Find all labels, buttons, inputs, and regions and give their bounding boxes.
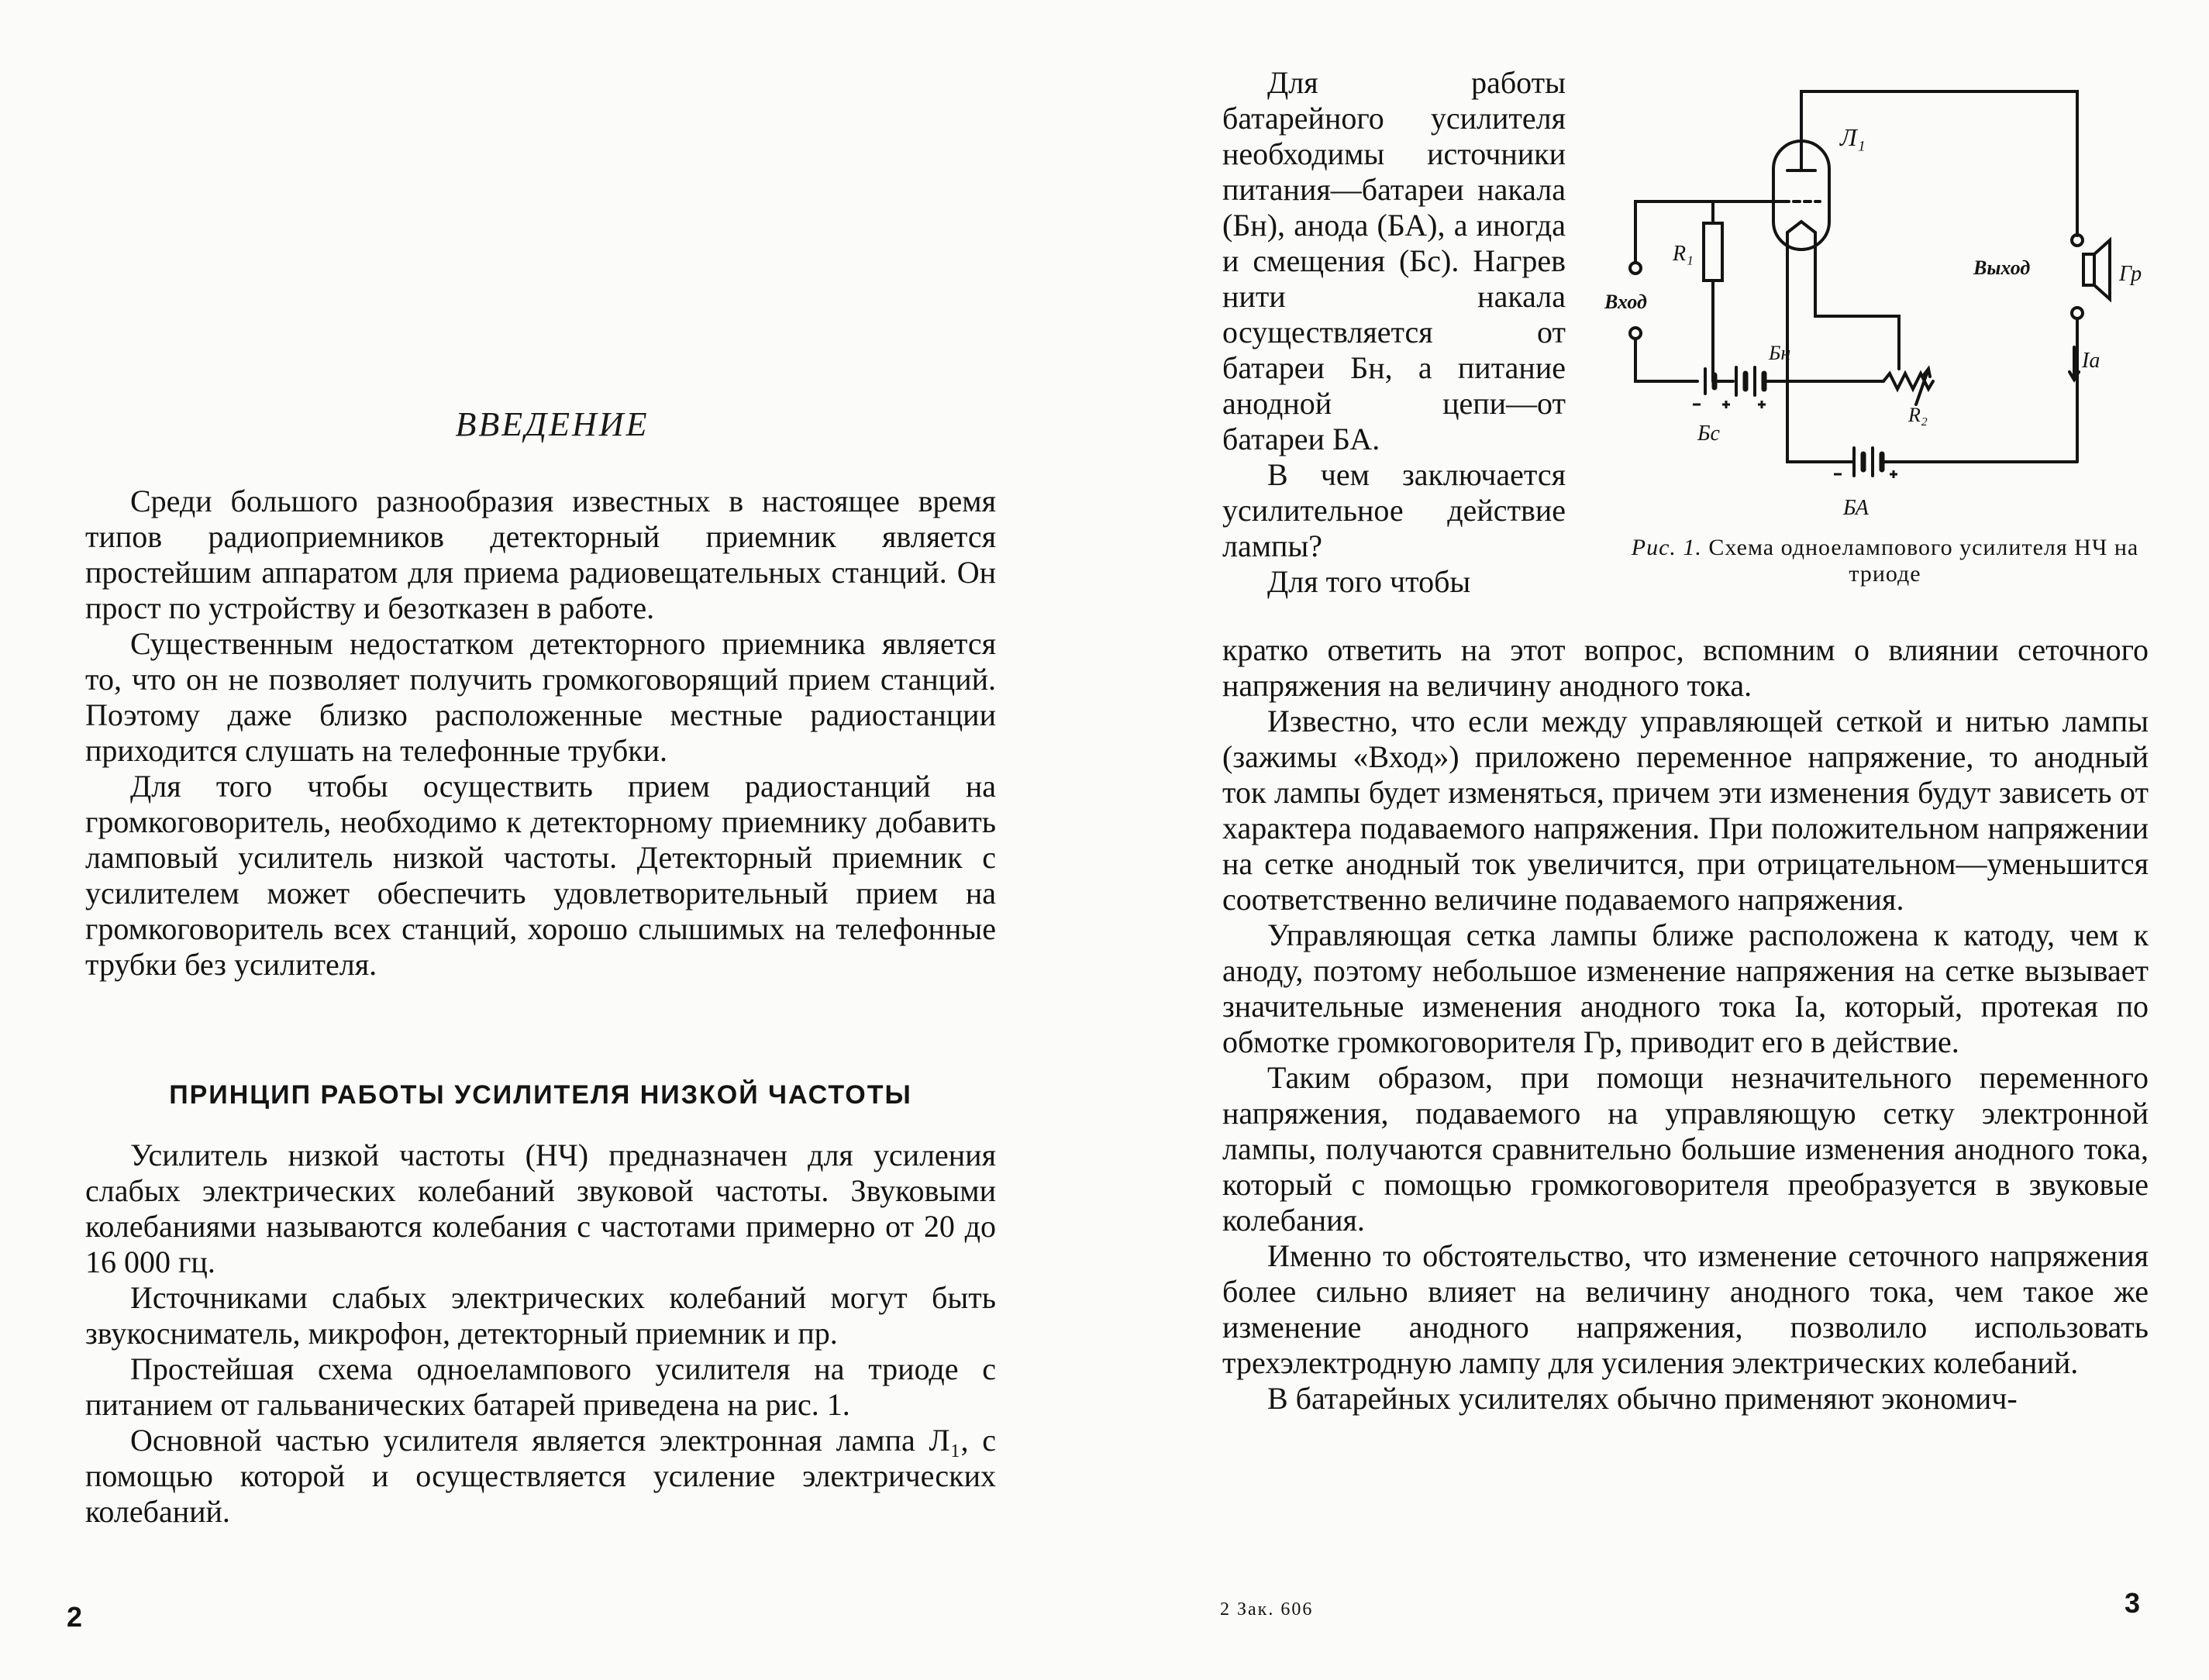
print-order-note: 2 Зак. 606 <box>1220 1599 1314 1620</box>
narrow-paragraph: Для того чтобы <box>1267 564 1471 599</box>
section-paragraph: Простейшая схема одноелампового усилителя на триоде с питанием от гальванических батарей приведена на рис. 1. <box>85 1351 996 1422</box>
narrow-text-column <box>1222 65 1566 600</box>
speaker-cone <box>2094 240 2110 299</box>
label-input: Вход <box>1604 291 1647 313</box>
input-terminal-bottom <box>1630 328 1641 339</box>
label-lamp: Л₁ <box>1840 123 1866 151</box>
filament-wire-right <box>1815 232 1899 369</box>
anode-wire <box>1801 91 2077 236</box>
section-paragraph: Усилитель низкой частоты (НЧ) предназначен для усиления слабых электрических колебаний звуковой частоты. Звуковыми колебаниями называются колебания с частотами примерно от 20 до 16 000 гц. <box>85 1138 996 1279</box>
body-paragraph: Управляющая сетка лампы ближе расположена к катоду, чем к аноду, поэтому небольшое изменение напряжения на сетке вызывает значительные изменения анодного тока Iа, который, протекая по обмотке громкоговорителя Гр, приводит его в действие. <box>1222 917 2149 1059</box>
page-number-left: 2 <box>67 1601 83 1633</box>
r1-resistor <box>1704 223 1722 281</box>
label-r2: R₂ <box>1908 404 1928 426</box>
body-paragraph: Именно то обстоятельство, что изменение сеточного напряжения более сильно влияет на величину анодного тока, чем такое же изменение анодного напряжения, позволило использовать трехэлектродную лампу для усиления электрических колебаний. <box>1222 1238 2149 1380</box>
intro-paragraph: Для того чтобы осуществить прием радиостанций на громкоговоритель, необходимо к детекторному приемнику добавить ламповый усилитель низкой частоты. Детекторный приемник с усилителем может обеспечить удовлетворительный прием на громкоговоритель всех станций, хорошо слышимых на телефонные трубки без усилителя. <box>85 769 996 982</box>
tube-filament <box>1787 222 1815 232</box>
continuation-paragraph: кратко ответить на этот вопрос, вспомним о влиянии сеточного напряжения на величину анодного тока. <box>1222 632 2149 703</box>
label-output: Выход <box>1973 256 2031 279</box>
speaker-body <box>2083 254 2094 285</box>
section-paragraph: Источниками слабых электрических колебаний могут быть звукосниматель, микрофон, детекторный приемник и пр. <box>85 1280 996 1351</box>
section-heading: ПРИНЦИП РАБОТЫ УСИЛИТЕЛЯ НИЗКОЙ ЧАСТОТЫ <box>169 1080 912 1110</box>
intro-paragraph: Существенным недостатком детекторного приемника является то, что он не позволяет получить громкоговорящий прием станций. Поэтому даже близко расположенные местные радиостанции приходится слушать на телефонные трубки. <box>85 626 996 768</box>
intro-paragraph: Среди большого разнообразия известных в настоящее время типов радиоприемников детекторный приемник является простейшим аппаратом для приема радиовещательных станций. Он прост по устройству и безотказен в работе. <box>85 484 996 625</box>
body-paragraph: Известно, что если между управляющей сеткой и нитью лампы (зажимы «Вход») приложено переменное напряжение, то анодный ток лампы будет изменяться, причем эти изменения будут зависеть от характера подаваемого напряжения. При положительном напряжении на сетке анодный ток увеличится, при отрицательном—уменьшится соответственно величине подаваемого напряжения. <box>1222 704 2149 917</box>
label-gr: Гр <box>2119 262 2142 286</box>
amplifier-schematic <box>1604 71 2162 530</box>
label-bc: Бс <box>1697 422 1720 446</box>
page-number-right: 3 <box>2125 1587 2141 1619</box>
label-bn: Бн <box>1769 342 1791 364</box>
main-text-column <box>1222 632 2149 1417</box>
input-terminal-top <box>1630 263 1641 274</box>
figure-caption-label: Рис. 1. <box>1631 535 1702 560</box>
input-bottom-wire <box>1635 339 1697 381</box>
label-ia: Iа <box>2082 349 2100 373</box>
label-ba: БА <box>1843 496 1869 520</box>
figure-caption <box>1614 535 2156 587</box>
label-r1: R₁ <box>1673 242 1694 266</box>
section-paragraph: Основной частью усилителя является электронная лампа Л₁, с помощью которой и осуществляется усиление электрических колебаний. <box>85 1423 996 1529</box>
figure-caption-text: Схема одноелампового усилителя НЧ на триоде <box>1708 535 2139 587</box>
ba-battery-wire-left <box>1787 381 1852 462</box>
chapter-title: ВВЕДЕНИЕ <box>455 405 650 443</box>
output-terminal-bottom <box>2072 308 2083 318</box>
body-paragraph: В батарейных усилителях обычно применяют экономич- <box>1267 1381 2018 1416</box>
section-text <box>85 1138 996 1530</box>
body-paragraph: Таким образом, при помощи незначительного переменного напряжения, подаваемого на управляющую сетку электронной лампы, получаются сравнительно большие изменения анодного тока, который с помощью громкоговорителя преобразуется в звуковые колебания. <box>1222 1060 2149 1238</box>
narrow-paragraph: В чем заключается усилительное действие лампы? <box>1222 457 1566 563</box>
intro-text <box>85 484 996 983</box>
narrow-paragraph: Для работы батарейного усилителя необходимы источники питания—батареи накала (Бн), анода (БА), а иногда и смещения (Бс). Нагрев нити накала осуществляется от батареи Бн, а питание анодной цепи—от батареи БА. <box>1222 65 1566 456</box>
